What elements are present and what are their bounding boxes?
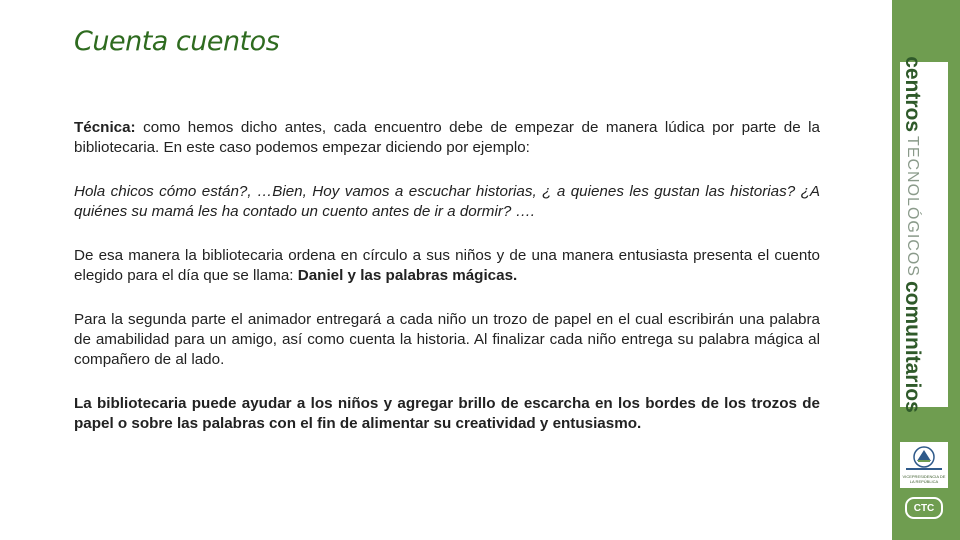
brand-wordmark xyxy=(900,56,948,413)
page-title: Cuenta cuentos xyxy=(74,26,280,57)
ctc-logo xyxy=(900,494,948,522)
paragraph-second-part: Para la segunda parte el animador entregará a cada niño un trozo de papel en el cual escribirán una palabra de amabilidad para un amigo, así como cuenta la historia. Al finalizar cada niño entrega su palabra mágica al compañero de al lado. xyxy=(74,311,820,368)
tecnica-label: Técnica: xyxy=(74,119,136,136)
tecnica-text: como hemos dicho antes, cada encuentro debe de empezar de manera lúdica por parte de la bibliotecaria. En este caso podemos empezar diciendo por ejemplo: xyxy=(74,119,820,156)
paragraph-glitter: La bibliotecaria puede ayudar a los niños y agregar brillo de escarcha en los bordes de los trozos de papel o sobre las palabras con el fin de alimentar su creatividad y entusiasmo. xyxy=(74,395,820,432)
presentation-text: De esa manera la bibliotecaria ordena en círculo a sus niños y de una manera entusiasta presenta el cuento elegido para el día que se llama: xyxy=(74,247,820,284)
brand-word-centros: centros xyxy=(901,56,924,133)
paragraph-greeting: Hola chicos cómo están?, …Bien, Hoy vamos a escuchar historias, ¿ a quienes les gustan las historias? ¿A quiénes su mamá les ha contado un cuento antes de ir a dormir? …. xyxy=(74,183,820,220)
brand-word-comunitarios: comunitarios xyxy=(901,280,924,413)
paragraph-tecnica xyxy=(74,118,820,158)
paragraph-presentation xyxy=(74,246,820,286)
brand-word-tecnologicos: TECNOLÓGICOS xyxy=(904,136,921,277)
content-body xyxy=(74,118,820,458)
emblem-caption: VICEPRESIDENCIA DE LA REPÚBLICA xyxy=(902,474,946,484)
government-emblem xyxy=(900,442,948,488)
government-seal-icon xyxy=(904,446,944,472)
ctc-badge: CTC xyxy=(905,497,943,519)
story-title: Daniel y las palabras mágicas. xyxy=(297,267,518,284)
